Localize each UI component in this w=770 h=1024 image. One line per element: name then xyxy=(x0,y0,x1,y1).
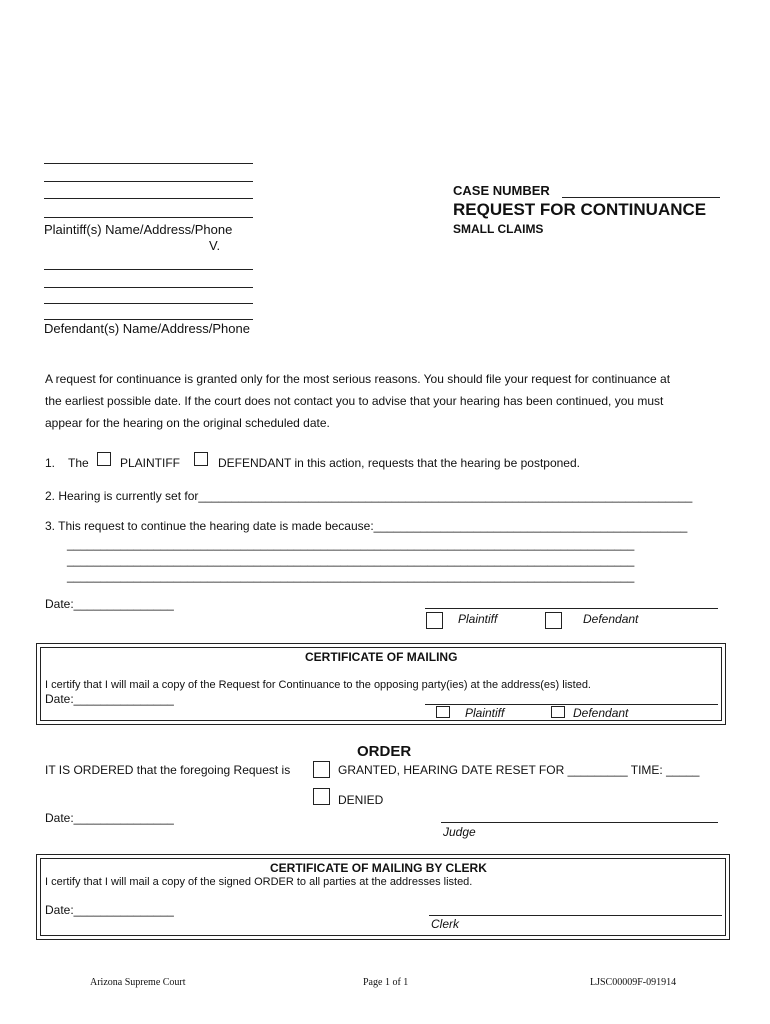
footer-court: Arizona Supreme Court xyxy=(90,977,186,988)
case-number-label: CASE NUMBER xyxy=(453,183,550,198)
certificate-defendant-checkbox[interactable] xyxy=(551,706,565,718)
certificate-date[interactable]: Date:_______________ xyxy=(45,692,174,706)
intro-line-2: the earliest possible date. If the court does not contact you to advise that your hearing has been continued, you must xyxy=(45,394,664,408)
signature-plaintiff-checkbox[interactable] xyxy=(426,612,443,629)
intro-line-3: appear for the hearing on the original scheduled date. xyxy=(45,416,330,430)
clerk-certificate-text: I certify that I will mail a copy of the signed ORDER to all parties at the addresses listed. xyxy=(45,876,473,888)
clerk-certificate-date[interactable]: Date:_______________ xyxy=(45,903,174,917)
item-2-hearing-set[interactable]: 2. Hearing is currently set for__________________________________________________________________________ xyxy=(45,489,693,503)
case-number-field[interactable] xyxy=(562,197,720,198)
signature-date[interactable]: Date:_______________ xyxy=(45,597,174,611)
certificate-defendant-label: Defendant xyxy=(573,706,629,720)
item-3-reason-line-4[interactable]: _____________________________________________________________________________________ xyxy=(67,569,635,583)
versus-label: V. xyxy=(209,238,221,253)
footer-form-id: LJSC00009F-091914 xyxy=(590,977,677,988)
intro-line-1: A request for continuance is granted only for the most serious reasons. You should file your request for continuance at xyxy=(45,372,671,386)
order-text: IT IS ORDERED that the foregoing Request is xyxy=(45,763,291,777)
order-date[interactable]: Date:_______________ xyxy=(45,811,174,825)
item-1-number: 1. xyxy=(45,456,56,470)
certificate-plaintiff-checkbox[interactable] xyxy=(436,706,450,718)
certificate-title: CERTIFICATE OF MAILING xyxy=(305,650,458,664)
item-3-reason-line-2[interactable]: _____________________________________________________________________________________ xyxy=(67,537,635,551)
form-title: REQUEST FOR CONTINUANCE xyxy=(453,200,707,219)
plaintiff-line-1[interactable] xyxy=(44,163,253,164)
footer-page: Page 1 of 1 xyxy=(363,977,409,988)
signature-defendant-label: Defendant xyxy=(583,612,639,626)
judge-signature-line[interactable] xyxy=(441,822,718,823)
denied-checkbox[interactable] xyxy=(313,788,330,805)
item-1-defendant-text: DEFENDANT in this action, requests that the hearing be postponed. xyxy=(218,456,580,470)
plaintiff-checkbox[interactable] xyxy=(97,452,111,466)
order-title: ORDER xyxy=(357,743,412,760)
defendant-line-4[interactable] xyxy=(44,319,253,320)
certificate-plaintiff-label: Plaintiff xyxy=(465,706,505,720)
item-3-reason[interactable]: 3. This request to continue the hearing date is made because:_______________________________________________ xyxy=(45,519,688,533)
signature-line[interactable] xyxy=(425,608,718,609)
clerk-label: Clerk xyxy=(431,917,460,931)
clerk-signature-line[interactable] xyxy=(429,915,722,916)
defendant-label: Defendant(s) Name/Address/Phone xyxy=(44,321,250,336)
denied-label: DENIED xyxy=(338,793,384,807)
plaintiff-line-3[interactable] xyxy=(44,198,253,199)
plaintiff-line-4[interactable] xyxy=(44,217,253,218)
defendant-line-2[interactable] xyxy=(44,287,253,288)
signature-plaintiff-label: Plaintiff xyxy=(458,612,498,626)
form-subtitle: SMALL CLAIMS xyxy=(453,222,544,236)
defendant-line-1[interactable] xyxy=(44,269,253,270)
granted-checkbox[interactable] xyxy=(313,761,330,778)
item-1-the: The xyxy=(68,456,89,470)
defendant-checkbox[interactable] xyxy=(194,452,208,466)
plaintiff-line-2[interactable] xyxy=(44,181,253,182)
clerk-certificate-title: CERTIFICATE OF MAILING BY CLERK xyxy=(270,861,487,875)
certificate-text: I certify that I will mail a copy of the Request for Continuance to the opposing party(ies) at the address(es) listed. xyxy=(45,679,591,691)
item-3-reason-line-3[interactable]: _____________________________________________________________________________________ xyxy=(67,553,635,567)
defendant-line-3[interactable] xyxy=(44,303,253,304)
certificate-signature-line[interactable] xyxy=(425,704,718,705)
granted-label[interactable]: GRANTED, HEARING DATE RESET FOR _________ TIME: _____ xyxy=(338,763,700,777)
signature-defendant-checkbox[interactable] xyxy=(545,612,562,629)
item-1-plaintiff-label: PLAINTIFF xyxy=(120,456,181,470)
judge-label: Judge xyxy=(443,825,476,839)
plaintiff-label: Plaintiff(s) Name/Address/Phone xyxy=(44,222,233,237)
